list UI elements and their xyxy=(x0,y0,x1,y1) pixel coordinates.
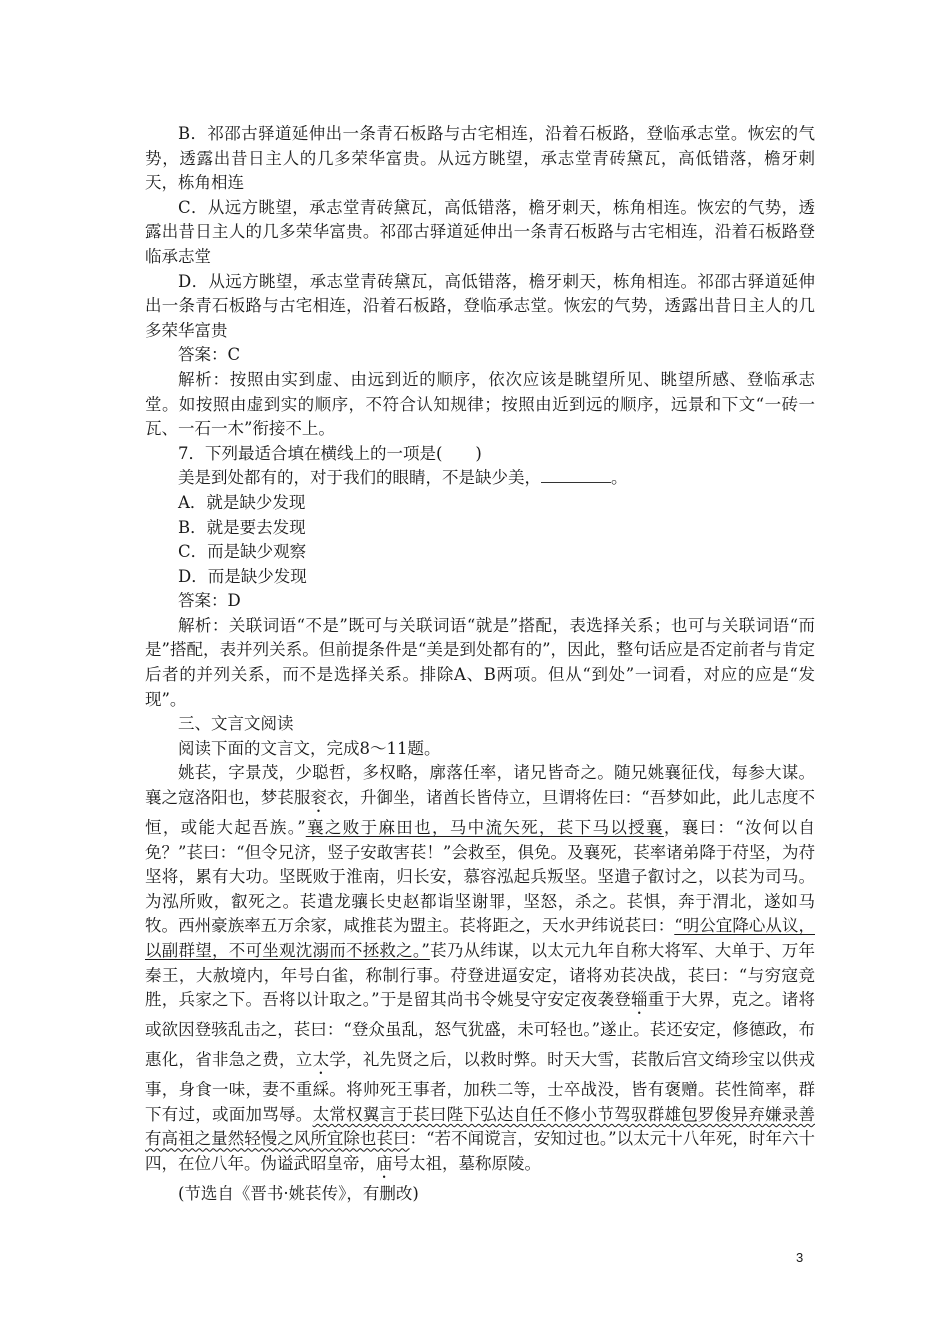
option-c: C．而是缺少观察 xyxy=(178,542,307,562)
answer-7: 答案：D xyxy=(178,591,241,611)
page-number: 3 xyxy=(796,1250,804,1265)
option-b: B．祁邵古驿道延伸出一条青石板路与古宅相连，沿着石板路，登临承志堂。恢宏的气势，透露出昔日主人的几多荣华富贵。从远方眺望，承志堂青砖黛瓦，高低错落，檐牙刺天，栋角相连 xyxy=(145,124,815,193)
document-body xyxy=(145,122,815,1207)
dotted-char: 衮 xyxy=(310,788,327,808)
question-7-sentence xyxy=(145,466,815,491)
passage-text: ：“若不闻谠言，安知过也。”以太元十八年死，时年六十四，在位八年。伪谥武昭皇帝， xyxy=(145,1129,816,1173)
dotted-char: ” xyxy=(591,1020,601,1040)
answer-6: 答案：C xyxy=(178,345,241,365)
underlined-sentence: 襄之败于麻田也，马中流矢死，苌下马以授襄 xyxy=(305,818,664,838)
dotted-char: 庙 xyxy=(376,1153,393,1173)
wavy-underlined-sentence: 太常权翼言于苌曰陛下弘达自任不修小节驾驭群雄包罗俊异弃嫌录善有高祖之量然轻慢之风所宜除也苌曰 xyxy=(145,1104,816,1149)
passage-text: 衣，升御坐，诸酋长皆侍立，旦谓将佐曰：“吾梦如此，此儿志度不恒，或能大起吾族。” xyxy=(145,788,816,838)
underlined-sentence: “明公宜降心从议，以副群望，不可坐观沈溺而不拯救之。” xyxy=(145,916,815,960)
sentence-after-blank: 。 xyxy=(611,468,628,488)
source-note: (节选自《晋书·姚苌传》，有删改) xyxy=(178,1183,419,1203)
fill-in-blank xyxy=(541,468,611,483)
dotted-char: 辎 xyxy=(631,990,648,1010)
passage-text: 重于大界，克之。诸将或欲因登骇乱击之，苌曰：“登众虽乱，怒气犹盛，未可轻也。 xyxy=(145,990,816,1040)
analysis-7: 解析：关联词语“不是”既可与关联词语“就是”搭配，表选择关系；也可与关联词语“而是”搭配，表并列关系。但前提条件是“美是到处都有的”，因此，整句话应是否定前者与肯定后者的并列关系，而不是选择关系。排除A、B两项。但从“到处”一词看，对应的应是“发现”。 xyxy=(145,615,815,709)
option-c: C．从远方眺望，承志堂青砖黛瓦，高低错落，檐牙刺天，栋角相连。恢宏的气势，透露出昔日主人的几多荣华富贵。祁邵古驿道延伸出一条青石板路与古宅相连，沿着石板路登临承志堂 xyxy=(145,197,815,266)
passage-text: 遂止。苌还安定，修德政，布惠化，省非急之费，立 xyxy=(145,1020,815,1070)
option-d: D．从远方眺望，承志堂青砖黛瓦，高低错落，檐牙刺天，栋角相连。祁邵古驿道延伸出一条青石板路与古宅相连，沿着石板路，登临承志堂。恢宏的气势，透露出昔日主人的几多荣华富贵 xyxy=(145,271,815,340)
dotted-char: 太 xyxy=(312,1050,330,1070)
option-d: D．而是缺少发现 xyxy=(178,566,307,586)
section-heading: 三、文言文阅读 xyxy=(178,714,294,734)
passage-text: ，襄曰：“汝何以自免？”苌曰：“但令兄济，竖子安敢害苌！”会救至，俱免。及襄死，苌率诸弟降于苻坚，为苻坚将，累有大功。坚既败于淮南，归长安，慕容泓起兵叛坚。坚遣子叡讨之，以苌为司马。为泓所败，叡死之。苌遣龙骧长史赵都诣坚谢罪，坚怒，杀之。苌惧，奔于渭北，遂如马牧。西州豪族率五万余家，咸推苌为盟主。苌将距之，天水尹纬说苌曰： xyxy=(145,818,816,936)
passage-text: 苌乃从纬谋，以太元九年自称大将军、大单于、万年秦王，大赦境内，年号白雀，称制行事。苻登进逼安定，诸将劝苌决战，苌曰：“与穷寇竞胜，兵家之下。吾将以计取之。”于是留其尚书令姚旻守安定夜袭登 xyxy=(145,941,816,1010)
analysis-6: 解析：按照由实到虚、由远到近的顺序，依次应该是眺望所见、眺望所感、登临承志堂。如按照由虚到实的顺序，不符合认知规律；按照由近到远的顺序，远景和下文“一砖一瓦、一石一木”衔接不上。 xyxy=(145,369,815,439)
section-instruction: 阅读下面的文言文，完成8～11题。 xyxy=(178,738,441,758)
passage-text: 姚苌，字景茂，少聪哲，多权略，廓落任率，诸兄皆奇之。随兄姚襄征伐，每参大谋。襄之寇洛阳也，梦苌服 xyxy=(145,763,815,808)
option-b: B．就是要去发现 xyxy=(178,517,306,537)
passage-text: 学，礼先贤之后，以救时弊。时天大雪，苌散后宫文绮珍宝以供戎事，身食一味，妻不重綵。将帅死王事者，加秩二等，士卒战没，皆有褒赠。苌性简率，群下有过，或面加骂辱。 xyxy=(145,1050,816,1124)
question-7-stem: 7．下列最适合填在横线上的一项是( ) xyxy=(178,443,482,463)
classical-passage xyxy=(145,761,815,1182)
passage-text: 号太祖，墓称原陵。 xyxy=(392,1153,541,1173)
option-a: A．就是缺少发现 xyxy=(178,492,306,512)
sentence-before-blank: 美是到处都有的，对于我们的眼睛，不是缺少美， xyxy=(178,468,541,488)
